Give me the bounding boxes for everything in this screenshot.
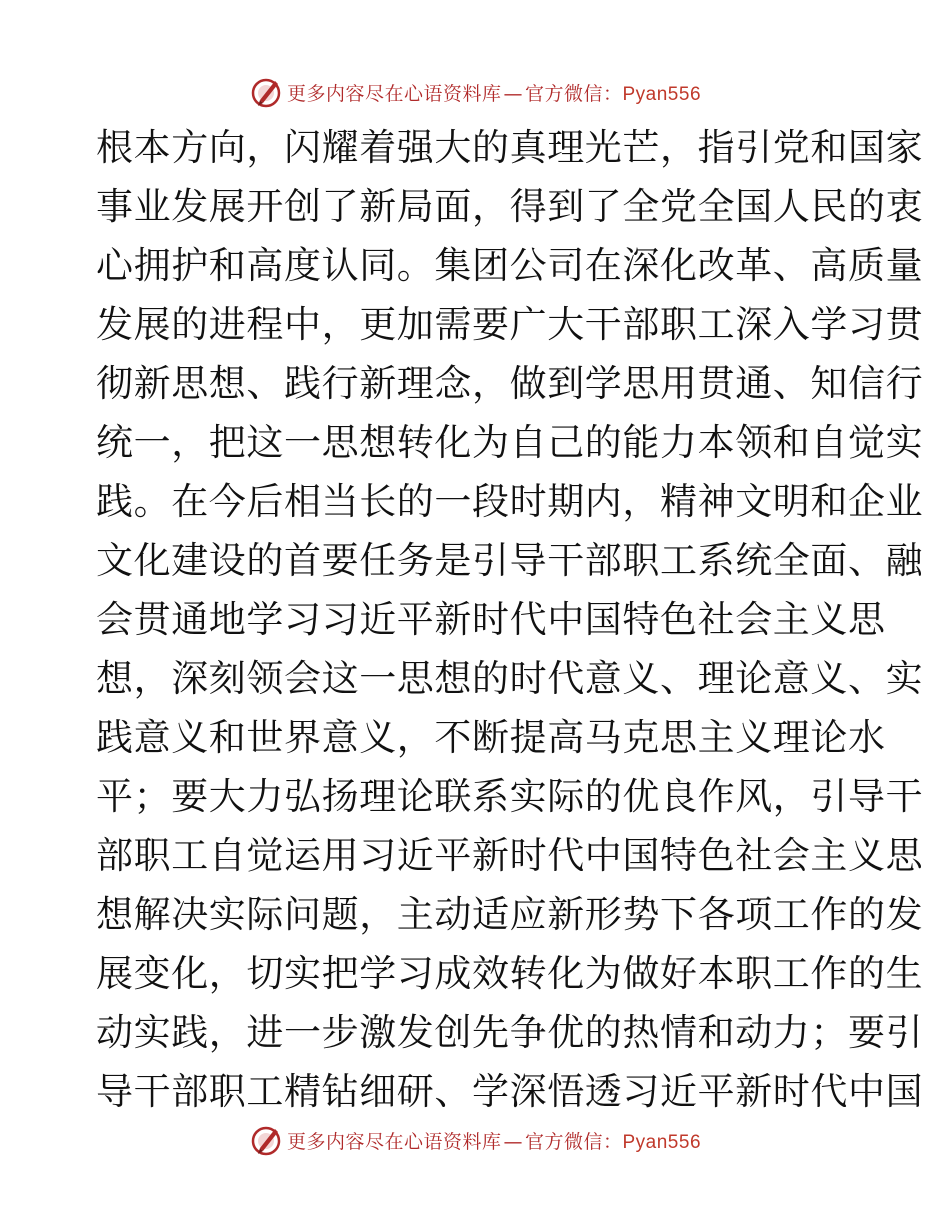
- text-line: 平；要大力弘扬理论联系实际的优良作风，引导干: [96, 775, 924, 818]
- footer-wechat-label: 官方微信：: [524, 1130, 623, 1153]
- text-line: 文化建设的首要任务是引导干部职工系统全面、融: [96, 539, 924, 582]
- text-line: 事业发展开创了新局面，得到了全党全国人民的衷: [96, 185, 924, 228]
- text-line: 统一，把这一思想转化为自己的能力本领和自觉实: [96, 421, 924, 464]
- text-line: 导干部职工精钻细研、学深悟透习近平新时代中国: [96, 1070, 924, 1113]
- header-wechat-id: Pyan556: [622, 83, 702, 105]
- text-line: 会贯通地学习习近平新时代中国特色社会主义思: [96, 598, 886, 641]
- text-line: 发展的进程中，更加需要广大干部职工深入学习贯: [96, 303, 924, 346]
- text-line: 践意义和世界意义，不断提高马克思主义理论水: [96, 716, 886, 759]
- document-body: [96, 118, 924, 1121]
- footer-separator: —: [503, 1130, 523, 1153]
- header-slogan: 更多内容尽在心语资料库: [286, 82, 502, 105]
- header-banner: [0, 72, 950, 112]
- header-slogan-line: [287, 79, 701, 106]
- header-separator: —: [503, 82, 523, 105]
- text-line: 部职工自觉运用习近平新时代中国特色社会主义思: [96, 834, 924, 877]
- footer-slogan-line: [287, 1127, 701, 1154]
- text-line: 彻新思想、践行新理念，做到学思用贯通、知信行: [96, 362, 924, 405]
- footer-slogan: 更多内容尽在心语资料库: [286, 1130, 502, 1153]
- text-line: 践。在今后相当长的一段时期内，精神文明和企业: [96, 480, 924, 523]
- pen-logo-icon: [249, 1123, 283, 1157]
- text-line: 展变化，切实把学习成效转化为做好本职工作的生: [96, 952, 924, 995]
- footer-wechat-id: Pyan556: [622, 1131, 702, 1153]
- text-line: 根本方向，闪耀着强大的真理光芒，指引党和国家: [96, 126, 924, 169]
- text-line: 动实践，进一步激发创先争优的热情和动力；要引: [96, 1011, 924, 1054]
- footer-banner: [0, 1120, 950, 1160]
- header-wechat-label: 官方微信：: [524, 82, 623, 105]
- text-line: 心拥护和高度认同。集团公司在深化改革、高质量: [96, 244, 924, 287]
- pen-logo-icon: [249, 75, 283, 109]
- text-line: 想解决实际问题，主动适应新形势下各项工作的发: [96, 893, 924, 936]
- text-line: 想，深刻领会这一思想的时代意义、理论意义、实: [96, 657, 924, 700]
